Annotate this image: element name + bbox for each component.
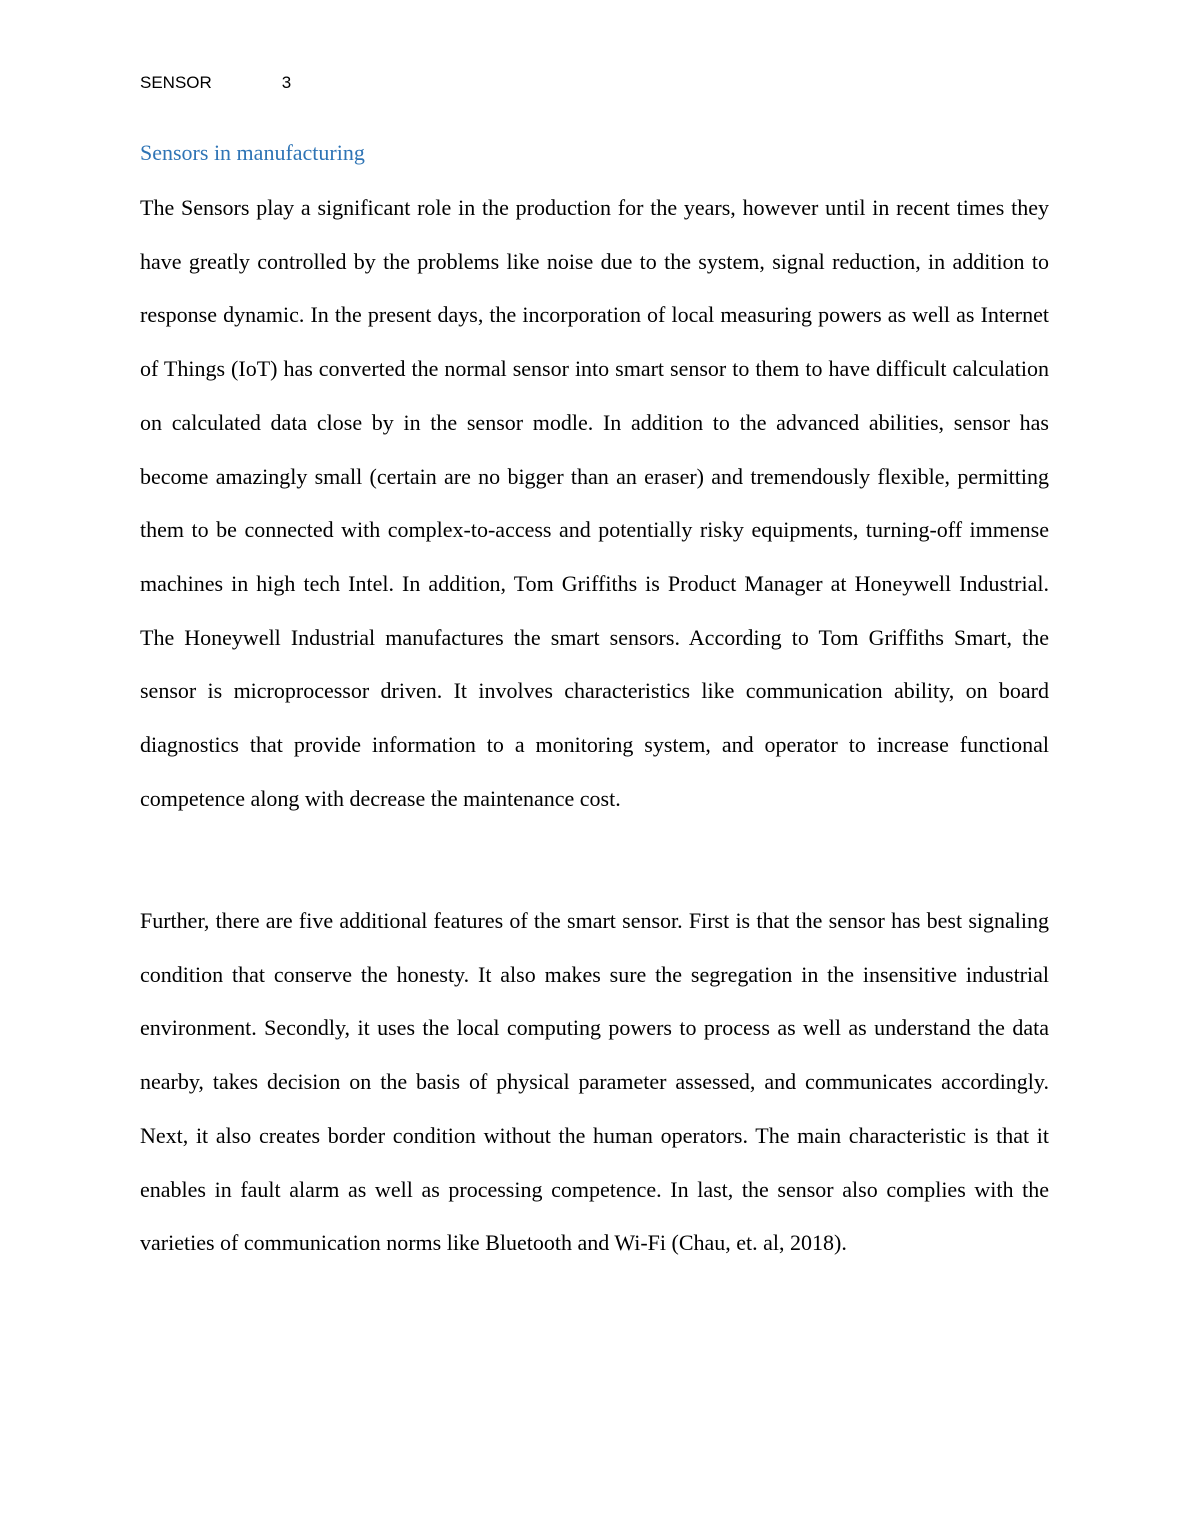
running-title: SENSOR [140,73,212,92]
body-paragraph-1: The Sensors play a significant role in the production for the years, however until in recent times they have greatly controlled by the problems like noise due to the system, signal reduction, in addition to response dynamic. In the present days, the incorporation of local measuring powers as well as Internet of Things (IoT) has converted the normal sensor into smart sensor to them to have difficult calculation on calculated data close by in the sensor modle. In addition to the advanced abilities, sensor has become amazingly small (certain are no bigger than an eraser) and tremendously flexible, permitting them to be connected with complex-to-access and potentially risky equipments, turning-off immense machines in high tech Intel. In addition, Tom Griffiths is Product Manager at Honeywell Industrial. The Honeywell Industrial manufactures the smart sensors. According to Tom Griffiths Smart, the sensor is microprocessor driven. It involves characteristics like communication ability, on board diagnostics that provide information to a monitoring system, and operator to increase functional competence along with decrease the maintenance cost. [140,195,1049,811]
section-heading: Sensors in manufacturing [140,140,365,165]
running-header [140,72,291,94]
body-paragraph-2: Further, there are five additional features of the smart sensor. First is that the sensor has best signaling condition that conserve the honesty. It also makes sure the segregation in the insensitive industrial environment. Secondly, it uses the local computing powers to process as well as understand the data nearby, takes decision on the basis of physical parameter assessed, and communicates accordingly. Next, it also creates border condition without the human operators. The main characteristic is that it enables in fault alarm as well as processing competence. In last, the sensor also complies with the varieties of communication norms like Bluetooth and Wi-Fi (Chau, et. al, 2018). [140,908,1049,1256]
page-number: 3 [281,73,292,92]
